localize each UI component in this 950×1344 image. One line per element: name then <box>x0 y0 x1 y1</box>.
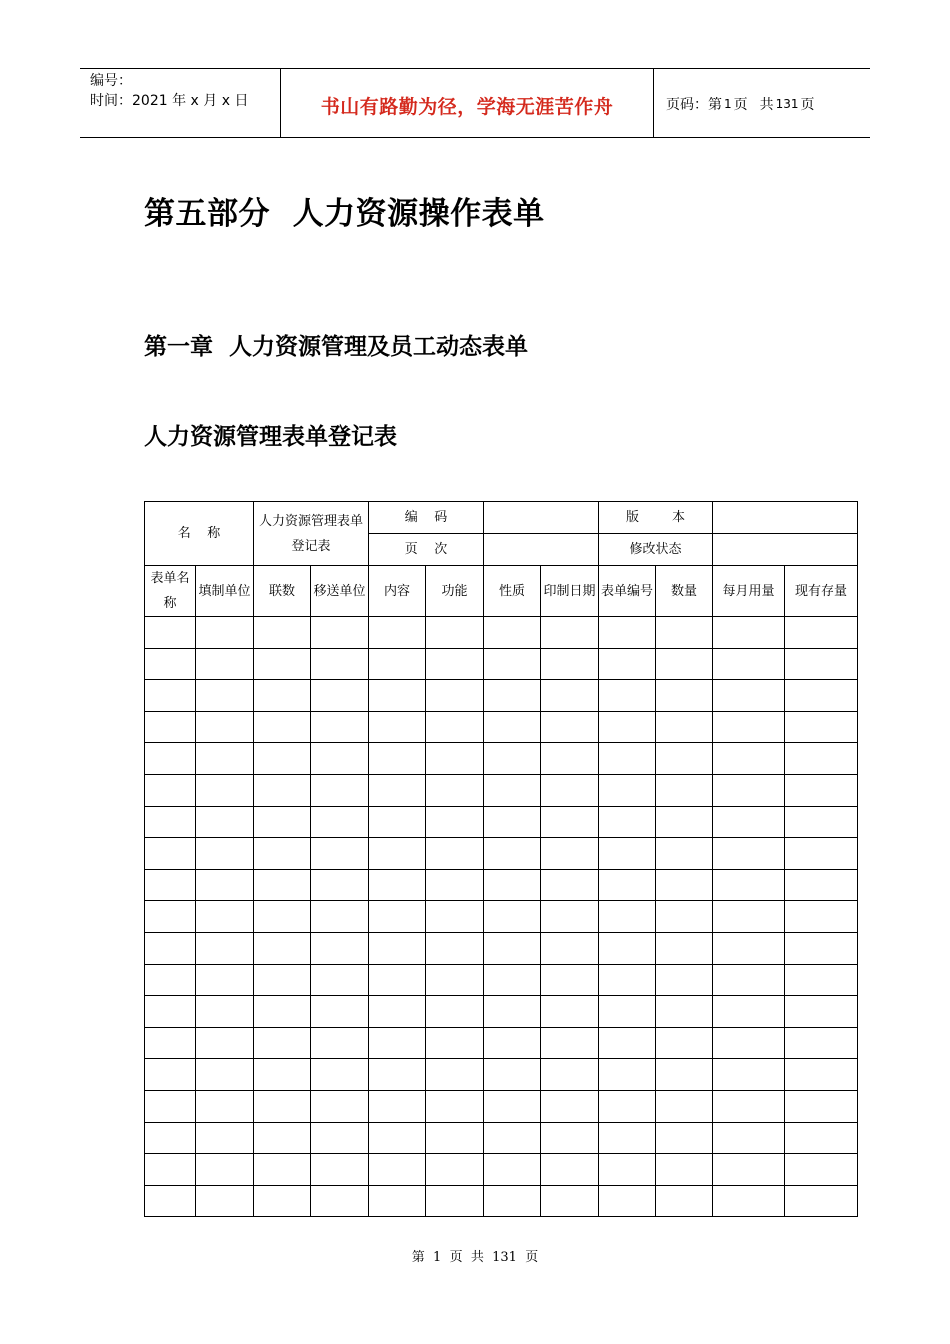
table-cell[interactable] <box>196 1059 254 1091</box>
table-cell[interactable] <box>254 1154 311 1186</box>
table-cell[interactable] <box>713 774 785 806</box>
header-page-suffix: 页 <box>800 97 815 113</box>
table-cell[interactable] <box>656 1185 713 1217</box>
table-row <box>145 617 858 649</box>
header-meta <box>80 69 281 137</box>
table-cell[interactable] <box>656 996 713 1028</box>
table-row <box>145 1027 858 1059</box>
table-cell[interactable] <box>196 680 254 712</box>
column-header: 性质 <box>484 566 541 617</box>
header-time-label: 时间：2021 年 x 月 x 日 <box>90 93 249 109</box>
table-row <box>145 1122 858 1154</box>
table-cell[interactable] <box>785 1059 858 1091</box>
table-cell[interactable] <box>785 901 858 933</box>
table-cell[interactable] <box>369 711 426 743</box>
table-cell[interactable] <box>541 774 599 806</box>
revision-value-cell[interactable] <box>713 534 858 566</box>
table-cell[interactable] <box>785 932 858 964</box>
table-cell[interactable] <box>656 1154 713 1186</box>
table-cell[interactable] <box>311 711 369 743</box>
table-cell[interactable] <box>369 964 426 996</box>
table-cell[interactable] <box>656 901 713 933</box>
table-cell[interactable] <box>599 648 656 680</box>
table-cell[interactable] <box>426 1090 484 1122</box>
table-cell[interactable] <box>785 711 858 743</box>
table-cell[interactable] <box>254 648 311 680</box>
table-cell[interactable] <box>311 964 369 996</box>
table-cell[interactable] <box>484 648 541 680</box>
table-cell[interactable] <box>145 1154 196 1186</box>
table-cell[interactable] <box>599 1027 656 1059</box>
table-cell[interactable] <box>311 996 369 1028</box>
table-cell[interactable] <box>599 1154 656 1186</box>
column-header: 功能 <box>426 566 484 617</box>
table-cell[interactable] <box>484 1122 541 1154</box>
table-row <box>145 996 858 1028</box>
header-code-label: 编号： <box>90 73 132 89</box>
table-cell[interactable] <box>254 838 311 870</box>
page-header <box>80 68 870 138</box>
table-cell[interactable] <box>713 964 785 996</box>
table-cell[interactable] <box>369 680 426 712</box>
table-cell[interactable] <box>484 806 541 838</box>
table-cell[interactable] <box>599 996 656 1028</box>
table-cell[interactable] <box>145 1027 196 1059</box>
table-cell[interactable] <box>484 1059 541 1091</box>
table-cell[interactable] <box>145 648 196 680</box>
table-cell[interactable] <box>599 680 656 712</box>
table-cell[interactable] <box>254 617 311 649</box>
table-cell[interactable] <box>369 996 426 1028</box>
table-cell[interactable] <box>785 774 858 806</box>
table-meta-row-1 <box>145 502 858 534</box>
table-cell[interactable] <box>196 806 254 838</box>
table-cell[interactable] <box>484 680 541 712</box>
table-cell[interactable] <box>713 1154 785 1186</box>
table-cell[interactable] <box>145 806 196 838</box>
table-cell[interactable] <box>145 1122 196 1154</box>
table-cell[interactable] <box>254 1122 311 1154</box>
header-page-info <box>654 69 870 137</box>
table-cell[interactable] <box>426 680 484 712</box>
table-cell[interactable] <box>145 838 196 870</box>
table-cell[interactable] <box>426 838 484 870</box>
table-cell[interactable] <box>426 901 484 933</box>
table-cell[interactable] <box>196 901 254 933</box>
table-cell[interactable] <box>254 711 311 743</box>
table-cell[interactable] <box>254 680 311 712</box>
table-cell[interactable] <box>311 932 369 964</box>
table-cell[interactable] <box>311 838 369 870</box>
table-cell[interactable] <box>311 869 369 901</box>
table-cell[interactable] <box>426 774 484 806</box>
table-cell[interactable] <box>599 743 656 775</box>
table-cell[interactable] <box>145 1185 196 1217</box>
table-cell[interactable] <box>369 1122 426 1154</box>
table-cell[interactable] <box>369 648 426 680</box>
table-cell[interactable] <box>541 1027 599 1059</box>
table-cell[interactable] <box>599 932 656 964</box>
table-cell[interactable] <box>426 964 484 996</box>
table-cell[interactable] <box>656 680 713 712</box>
table-cell[interactable] <box>196 932 254 964</box>
table-cell[interactable] <box>145 964 196 996</box>
table-cell[interactable] <box>599 869 656 901</box>
table-cell[interactable] <box>311 1122 369 1154</box>
column-header: 联数 <box>254 566 311 617</box>
table-cell[interactable] <box>713 1027 785 1059</box>
table-cell[interactable] <box>254 932 311 964</box>
table-cell[interactable] <box>311 1185 369 1217</box>
table-cell[interactable] <box>713 680 785 712</box>
table-cell[interactable] <box>785 648 858 680</box>
table-cell[interactable] <box>785 1122 858 1154</box>
table-cell[interactable] <box>785 1090 858 1122</box>
column-header: 填制单位 <box>196 566 254 617</box>
version-value-cell[interactable] <box>713 502 858 534</box>
table-cell[interactable] <box>484 617 541 649</box>
table-cell[interactable] <box>713 901 785 933</box>
table-cell[interactable] <box>785 996 858 1028</box>
table-cell[interactable] <box>196 964 254 996</box>
table-cell[interactable] <box>785 1185 858 1217</box>
table-cell[interactable] <box>426 1059 484 1091</box>
table-cell[interactable] <box>484 964 541 996</box>
table-cell[interactable] <box>656 711 713 743</box>
chapter-title: 第一章 人力资源管理及员工动态表单 <box>144 334 529 360</box>
table-cell[interactable] <box>599 806 656 838</box>
table-cell[interactable] <box>541 1059 599 1091</box>
table-row <box>145 774 858 806</box>
table-cell[interactable] <box>426 743 484 775</box>
column-header: 表单编号 <box>599 566 656 617</box>
table-cell[interactable] <box>599 838 656 870</box>
table-cell[interactable] <box>599 1185 656 1217</box>
table-cell[interactable] <box>426 1185 484 1217</box>
table-cell[interactable] <box>713 617 785 649</box>
table-cell[interactable] <box>785 680 858 712</box>
table-cell[interactable] <box>426 1027 484 1059</box>
table-cell[interactable] <box>145 869 196 901</box>
table-cell[interactable] <box>656 869 713 901</box>
table-cell[interactable] <box>145 932 196 964</box>
column-header: 现有存量 <box>785 566 858 617</box>
table-cell[interactable] <box>145 774 196 806</box>
table-cell[interactable] <box>311 617 369 649</box>
table-cell[interactable] <box>369 901 426 933</box>
table-cell[interactable] <box>369 617 426 649</box>
table-cell[interactable] <box>426 711 484 743</box>
table-cell[interactable] <box>254 743 311 775</box>
table-cell[interactable] <box>484 1090 541 1122</box>
table-cell[interactable] <box>254 1090 311 1122</box>
table-cell[interactable] <box>369 1154 426 1186</box>
table-cell[interactable] <box>145 617 196 649</box>
table-cell[interactable] <box>369 932 426 964</box>
table-cell[interactable] <box>541 964 599 996</box>
table-cell[interactable] <box>656 806 713 838</box>
table-cell[interactable] <box>785 964 858 996</box>
table-cell[interactable] <box>145 1090 196 1122</box>
table-cell[interactable] <box>599 1059 656 1091</box>
table-cell[interactable] <box>254 806 311 838</box>
table-cell[interactable] <box>656 743 713 775</box>
header-page-prefix: 页码：第 <box>666 97 722 113</box>
table-cell[interactable] <box>656 648 713 680</box>
registration-table <box>144 501 858 1217</box>
table-row <box>145 1090 858 1122</box>
table-cell[interactable] <box>599 774 656 806</box>
column-header: 数量 <box>656 566 713 617</box>
table-column-header-row <box>145 566 858 617</box>
table-cell[interactable] <box>541 617 599 649</box>
table-cell[interactable] <box>599 617 656 649</box>
table-cell[interactable] <box>713 648 785 680</box>
column-header: 每月用量 <box>713 566 785 617</box>
table-cell[interactable] <box>713 743 785 775</box>
table-cell[interactable] <box>311 774 369 806</box>
version-label-cell: 版 本 <box>599 502 713 534</box>
table-cell[interactable] <box>713 932 785 964</box>
table-cell[interactable] <box>311 806 369 838</box>
table-cell[interactable] <box>369 1027 426 1059</box>
table-cell[interactable] <box>656 1027 713 1059</box>
table-cell[interactable] <box>541 838 599 870</box>
table-cell[interactable] <box>785 806 858 838</box>
table-cell[interactable] <box>369 806 426 838</box>
column-header: 移送单位 <box>311 566 369 617</box>
table-cell[interactable] <box>484 774 541 806</box>
table-cell[interactable] <box>254 869 311 901</box>
table-cell[interactable] <box>311 743 369 775</box>
table-cell[interactable] <box>311 648 369 680</box>
table-cell[interactable] <box>541 869 599 901</box>
table-cell[interactable] <box>484 1185 541 1217</box>
table-cell[interactable] <box>196 617 254 649</box>
table-cell[interactable] <box>541 648 599 680</box>
table-row <box>145 932 858 964</box>
page-value-cell[interactable] <box>484 534 599 566</box>
table-row <box>145 964 858 996</box>
table-cell[interactable] <box>656 617 713 649</box>
table-cell[interactable] <box>541 806 599 838</box>
table-cell[interactable] <box>541 901 599 933</box>
table-cell[interactable] <box>541 1154 599 1186</box>
table-cell[interactable] <box>541 680 599 712</box>
table-cell[interactable] <box>599 964 656 996</box>
table-cell[interactable] <box>196 869 254 901</box>
table-cell[interactable] <box>426 617 484 649</box>
column-header: 表单名称 <box>145 566 196 617</box>
name-value-cell[interactable]: 人力资源管理表单登记表 <box>254 502 369 566</box>
table-cell[interactable] <box>484 743 541 775</box>
table-cell[interactable] <box>254 1027 311 1059</box>
table-cell[interactable] <box>369 1185 426 1217</box>
table-cell[interactable] <box>656 838 713 870</box>
table-row <box>145 1059 858 1091</box>
table-cell[interactable] <box>426 1122 484 1154</box>
table-cell[interactable] <box>369 838 426 870</box>
table-cell[interactable] <box>541 996 599 1028</box>
table-cell[interactable] <box>713 806 785 838</box>
table-cell[interactable] <box>254 964 311 996</box>
header-page-current: 1 <box>724 97 732 111</box>
table-cell[interactable] <box>484 1027 541 1059</box>
table-cell[interactable] <box>426 648 484 680</box>
table-cell[interactable] <box>196 996 254 1028</box>
table-cell[interactable] <box>254 901 311 933</box>
table-cell[interactable] <box>599 1090 656 1122</box>
table-cell[interactable] <box>484 838 541 870</box>
table-cell[interactable] <box>656 1122 713 1154</box>
table-cell[interactable] <box>713 1090 785 1122</box>
table-row <box>145 711 858 743</box>
table-cell[interactable] <box>369 743 426 775</box>
form-title: 人力资源管理表单登记表 <box>144 424 397 450</box>
table-cell[interactable] <box>426 1154 484 1186</box>
header-page-total: 131 <box>775 97 799 111</box>
table-cell[interactable] <box>369 869 426 901</box>
table-cell[interactable] <box>599 711 656 743</box>
table-cell[interactable] <box>541 711 599 743</box>
table-row <box>145 901 858 933</box>
table-cell[interactable] <box>484 1154 541 1186</box>
part-title: 第五部分 人力资源操作表单 <box>144 196 545 232</box>
table-row <box>145 869 858 901</box>
table-cell[interactable] <box>713 1185 785 1217</box>
table-cell[interactable] <box>145 711 196 743</box>
table-cell[interactable] <box>541 1090 599 1122</box>
table-cell[interactable] <box>369 1059 426 1091</box>
table-cell[interactable] <box>713 869 785 901</box>
page-label-cell: 页 次 <box>369 534 484 566</box>
table-cell[interactable] <box>196 1027 254 1059</box>
table-cell[interactable] <box>426 806 484 838</box>
table-cell[interactable] <box>484 711 541 743</box>
table-cell[interactable] <box>541 743 599 775</box>
table-cell[interactable] <box>196 838 254 870</box>
table-cell[interactable] <box>484 996 541 1028</box>
table-cell[interactable] <box>311 901 369 933</box>
name-label-cell: 名 称 <box>145 502 254 566</box>
table-cell[interactable] <box>145 680 196 712</box>
table-cell[interactable] <box>541 1122 599 1154</box>
table-cell[interactable] <box>599 901 656 933</box>
table-row <box>145 743 858 775</box>
table-cell[interactable] <box>311 1059 369 1091</box>
table-cell[interactable] <box>656 1090 713 1122</box>
table-cell[interactable] <box>196 1185 254 1217</box>
table-cell[interactable] <box>369 1090 426 1122</box>
table-cell[interactable] <box>713 838 785 870</box>
table-cell[interactable] <box>254 1059 311 1091</box>
table-cell[interactable] <box>785 1027 858 1059</box>
table-row <box>145 806 858 838</box>
table-cell[interactable] <box>369 774 426 806</box>
table-cell[interactable] <box>196 1122 254 1154</box>
table-cell[interactable] <box>656 774 713 806</box>
table-cell[interactable] <box>254 774 311 806</box>
table-cell[interactable] <box>196 711 254 743</box>
table-cell[interactable] <box>785 743 858 775</box>
table-cell[interactable] <box>196 743 254 775</box>
table-cell[interactable] <box>656 932 713 964</box>
table-cell[interactable] <box>426 996 484 1028</box>
column-header: 内容 <box>369 566 426 617</box>
table-row <box>145 648 858 680</box>
table-cell[interactable] <box>145 901 196 933</box>
table-cell[interactable] <box>196 648 254 680</box>
table-row <box>145 838 858 870</box>
table-cell[interactable] <box>541 932 599 964</box>
table-cell[interactable] <box>196 1090 254 1122</box>
table-row <box>145 680 858 712</box>
table-cell[interactable] <box>484 932 541 964</box>
table-cell[interactable] <box>713 1122 785 1154</box>
code-label-cell: 编 码 <box>369 502 484 534</box>
table-cell[interactable] <box>311 1027 369 1059</box>
table-cell[interactable] <box>196 1154 254 1186</box>
table-cell[interactable] <box>713 711 785 743</box>
table-cell[interactable] <box>254 1185 311 1217</box>
table-row <box>145 1154 858 1186</box>
table-cell[interactable] <box>254 996 311 1028</box>
table-cell[interactable] <box>311 1154 369 1186</box>
table-cell[interactable] <box>196 774 254 806</box>
header-motto: 书山有路勤为径，学海无涯苦作舟 <box>281 69 654 137</box>
table-cell[interactable] <box>426 869 484 901</box>
table-cell[interactable] <box>426 932 484 964</box>
table-cell[interactable] <box>484 901 541 933</box>
header-page-mid: 页 <box>733 97 748 113</box>
table-cell[interactable] <box>713 996 785 1028</box>
table-row <box>145 1185 858 1217</box>
table-cell[interactable] <box>785 838 858 870</box>
code-value-cell[interactable] <box>484 502 599 534</box>
table-cell[interactable] <box>145 1059 196 1091</box>
table-cell[interactable] <box>785 1154 858 1186</box>
table-cell[interactable] <box>599 1122 656 1154</box>
table-cell[interactable] <box>145 996 196 1028</box>
table-cell[interactable] <box>713 1059 785 1091</box>
column-header: 印制日期 <box>541 566 599 617</box>
table-cell[interactable] <box>311 680 369 712</box>
table-cell[interactable] <box>785 617 858 649</box>
revision-label-cell: 修改状态 <box>599 534 713 566</box>
table-cell[interactable] <box>785 869 858 901</box>
table-cell[interactable] <box>311 1090 369 1122</box>
table-cell[interactable] <box>656 1059 713 1091</box>
header-page-total-prefix: 共 <box>759 97 774 113</box>
table-cell[interactable] <box>541 1185 599 1217</box>
table-cell[interactable] <box>656 964 713 996</box>
table-cell[interactable] <box>484 869 541 901</box>
page-footer: 第 1 页 共 131 页 <box>411 1250 539 1265</box>
table-cell[interactable] <box>145 743 196 775</box>
